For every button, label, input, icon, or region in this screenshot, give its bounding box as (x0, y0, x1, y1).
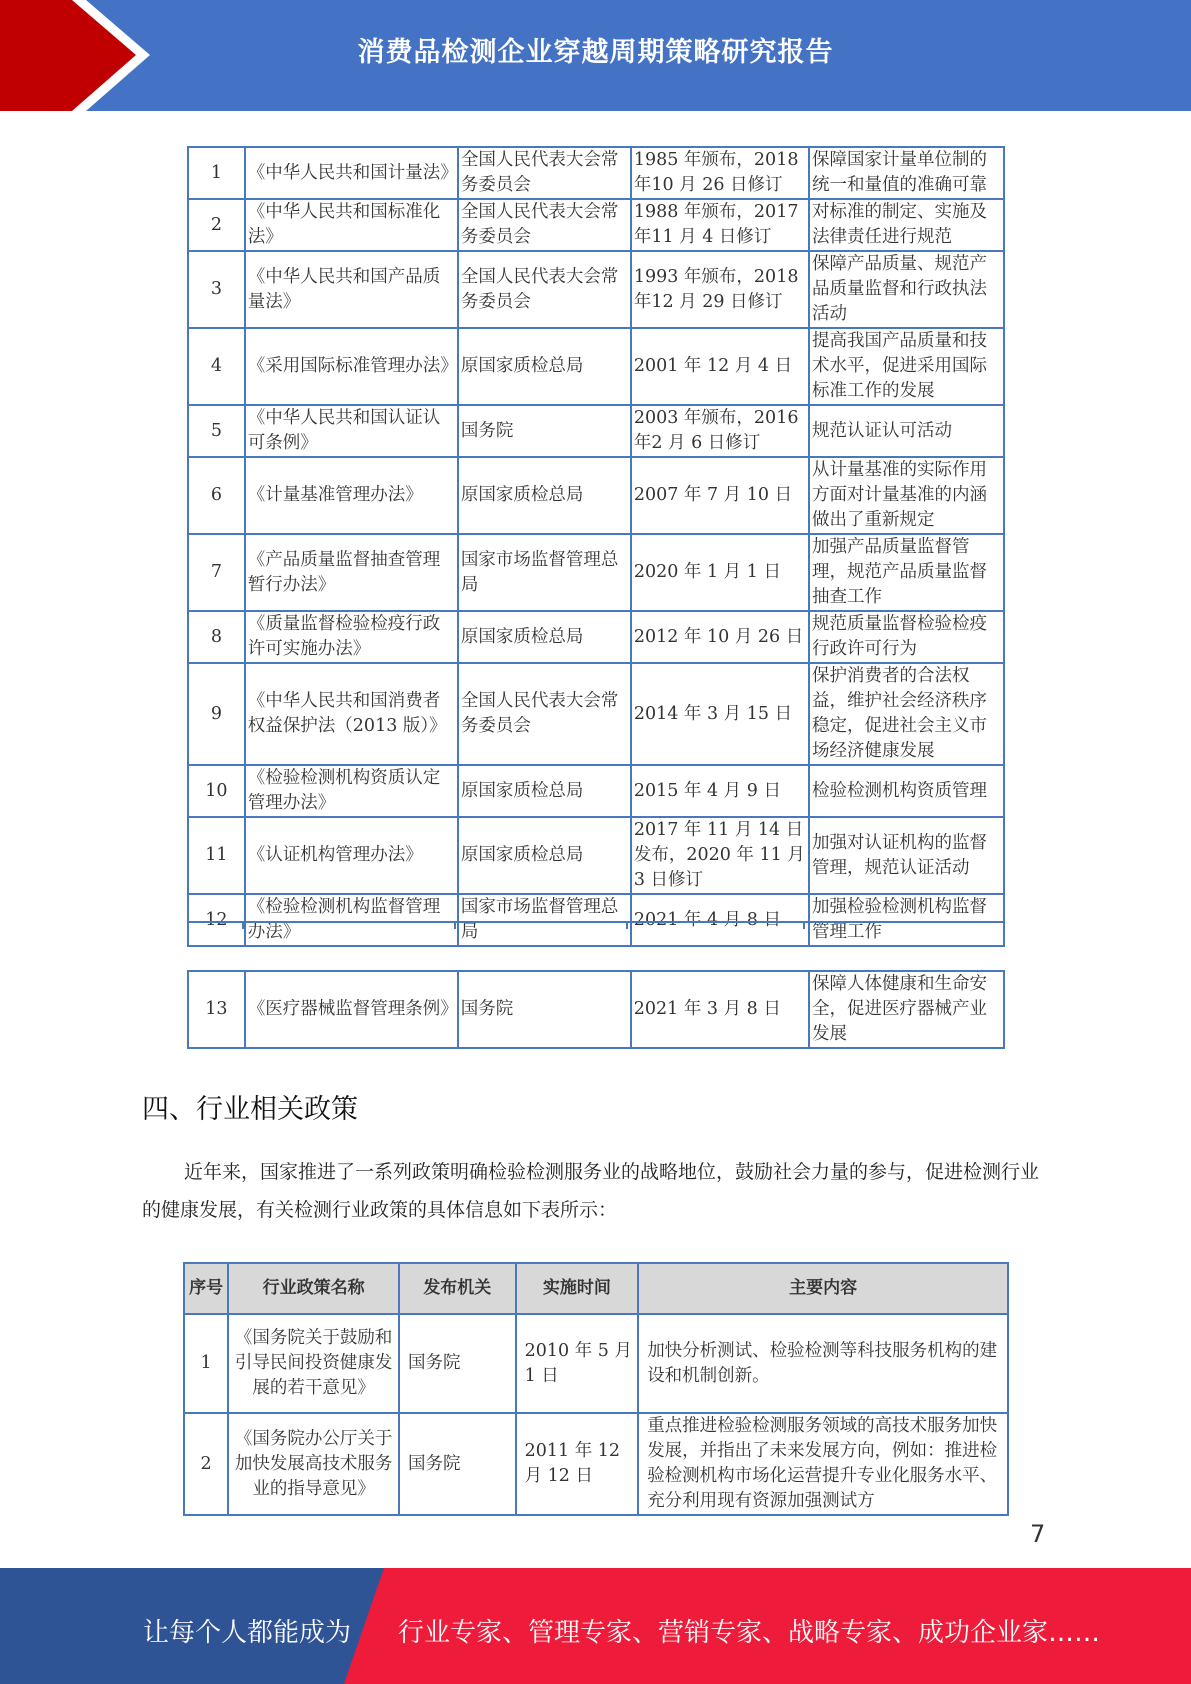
laws-table (187, 146, 1005, 947)
table-row (188, 663, 1004, 765)
row-number: 6 (188, 457, 245, 534)
table-row (188, 611, 1004, 663)
issuing-body: 国务院 (399, 1413, 516, 1515)
policy-content: 加快分析测试、检验检测等科技服务机构的建设和机制创新。 (638, 1314, 1008, 1413)
issuing-body: 全国人民代表大会常务委员会 (458, 147, 631, 199)
policy-table (183, 1262, 1009, 1516)
footer-slogan-right: 行业专家、管理专家、营销专家、战略专家、成功企业家…… (398, 1618, 1101, 1648)
header-no: 序号 (184, 1263, 228, 1314)
law-name: 《检验检测机构监督管理办法》 (245, 894, 458, 946)
header-org: 发布机关 (399, 1263, 516, 1314)
table-row (188, 328, 1004, 405)
section-heading: 四、行业相关政策 (142, 1094, 358, 1125)
row-number: 5 (188, 405, 245, 457)
law-name: 《产品质量监督抽查管理暂行办法》 (245, 534, 458, 611)
issue-date: 2003 年颁布，2016 年2 月 6 日修订 (631, 405, 809, 457)
effective-date: 2010 年 5 月 1 日 (516, 1314, 639, 1413)
law-purpose: 检验检测机构资质管理 (809, 765, 1004, 817)
law-name: 《中华人民共和国消费者权益保护法（2013 版）》 (245, 663, 458, 765)
page-header (0, 0, 1191, 111)
table-page-break (187, 921, 1005, 929)
laws-table-continued (187, 970, 1005, 1049)
row-number: 7 (188, 534, 245, 611)
law-purpose: 规范质量监督检验检疫行政许可行为 (809, 611, 1004, 663)
issue-date: 2021 年 4 月 8 日 (631, 894, 809, 946)
policy-name: 《国务院办公厅关于加快发展高技术服务业的指导意见》 (228, 1413, 399, 1515)
section-paragraph: 近年来，国家推进了一系列政策明确检验检测服务业的战略地位，鼓励社会力量的参与，促进检测行业的健康发展，有关检测行业政策的具体信息如下表所示： (142, 1161, 1040, 1221)
table-row (188, 817, 1004, 894)
header-content: 主要内容 (638, 1263, 1008, 1314)
table-row (188, 405, 1004, 457)
issuing-body: 国家市场监督管理总局 (458, 894, 631, 946)
row-number: 2 (184, 1413, 228, 1515)
report-title: 消费品检测企业穿越周期策略研究报告 (357, 37, 834, 68)
policy-table-header-row (184, 1263, 1008, 1314)
issue-date: 2007 年 7 月 10 日 (631, 457, 809, 534)
law-purpose: 保障国家计量单位制的统一和量值的准确可靠 (809, 147, 1004, 199)
policy-content: 重点推进检验检测服务领域的高技术服务加快发展，并指出了未来发展方向，例如：推进检验检测机构市场化运营提升专业化服务水平、充分利用现有资源加强测试方 (638, 1413, 1008, 1515)
issuing-body: 国务院 (458, 971, 631, 1048)
law-name: 《中华人民共和国认证认可条例》 (245, 405, 458, 457)
issuing-body: 全国人民代表大会常务委员会 (458, 199, 631, 251)
table-row (188, 147, 1004, 199)
table-row (188, 765, 1004, 817)
table-row (188, 971, 1004, 1048)
law-purpose: 加强对认证机构的监督管理，规范认证活动 (809, 817, 1004, 894)
law-name: 《中华人民共和国产品质量法》 (245, 251, 458, 328)
table-row (188, 457, 1004, 534)
table-row (188, 251, 1004, 328)
issuing-body: 原国家质检总局 (458, 328, 631, 405)
effective-date: 2011 年 12 月 12 日 (516, 1413, 639, 1515)
issuing-body: 全国人民代表大会常务委员会 (458, 663, 631, 765)
law-purpose: 对标准的制定、实施及法律责任进行规范 (809, 199, 1004, 251)
issuing-body: 原国家质检总局 (458, 457, 631, 534)
page-footer (0, 1568, 1191, 1684)
issue-date: 2012 年 10 月 26 日 (631, 611, 809, 663)
header-name: 行业政策名称 (228, 1263, 399, 1314)
law-purpose: 加强检验检测机构监督管理工作 (809, 894, 1004, 946)
law-purpose: 加强产品质量监督管理，规范产品质量监督抽查工作 (809, 534, 1004, 611)
table-row (188, 894, 1004, 946)
page-number: 7 (1030, 1520, 1046, 1548)
law-name: 《认证机构管理办法》 (245, 817, 458, 894)
table-row (184, 1314, 1008, 1413)
issue-date: 2015 年 4 月 9 日 (631, 765, 809, 817)
row-number: 4 (188, 328, 245, 405)
row-number: 9 (188, 663, 245, 765)
row-number: 3 (188, 251, 245, 328)
law-purpose: 提高我国产品质量和技术水平，促进采用国际标准工作的发展 (809, 328, 1004, 405)
row-number: 1 (188, 147, 245, 199)
table-row (188, 534, 1004, 611)
issuing-body: 原国家质检总局 (458, 817, 631, 894)
issue-date: 2020 年 1 月 1 日 (631, 534, 809, 611)
issuing-body: 国务院 (458, 405, 631, 457)
issuing-body: 原国家质检总局 (458, 765, 631, 817)
law-name: 《中华人民共和国标准化法》 (245, 199, 458, 251)
row-number: 13 (188, 971, 245, 1048)
policy-name: 《国务院关于鼓励和引导民间投资健康发展的若干意见》 (228, 1314, 399, 1413)
issuing-body: 全国人民代表大会常务委员会 (458, 251, 631, 328)
row-number: 2 (188, 199, 245, 251)
issuing-body: 原国家质检总局 (458, 611, 631, 663)
row-number: 12 (188, 894, 245, 946)
law-name: 《中华人民共和国计量法》 (245, 147, 458, 199)
law-name: 《质量监督检验检疫行政许可实施办法》 (245, 611, 458, 663)
law-purpose: 规范认证认可活动 (809, 405, 1004, 457)
table-row (188, 199, 1004, 251)
header-date: 实施时间 (516, 1263, 639, 1314)
law-name: 《采用国际标准管理办法》 (245, 328, 458, 405)
issue-date: 1985 年颁布，2018 年10 月 26 日修订 (631, 147, 809, 199)
law-name: 《计量基准管理办法》 (245, 457, 458, 534)
law-purpose: 保障人体健康和生命安全，促进医疗器械产业发展 (809, 971, 1004, 1048)
row-number: 10 (188, 765, 245, 817)
footer-slogan-left: 让每个人都能成为 (143, 1618, 352, 1648)
issue-date: 2001 年 12 月 4 日 (631, 328, 809, 405)
issue-date: 1988 年颁布，2017 年11 月 4 日修订 (631, 199, 809, 251)
law-purpose: 保障产品质量、规范产品质量监督和行政执法活动 (809, 251, 1004, 328)
issuing-body: 国务院 (399, 1314, 516, 1413)
table-row (184, 1413, 1008, 1515)
law-purpose: 从计量基准的实际作用方面对计量基准的内涵做出了重新规定 (809, 457, 1004, 534)
row-number: 11 (188, 817, 245, 894)
law-purpose: 保护消费者的合法权益，维护社会经济秩序稳定，促进社会主义市场经济健康发展 (809, 663, 1004, 765)
row-number: 1 (184, 1314, 228, 1413)
issue-date: 2014 年 3 月 15 日 (631, 663, 809, 765)
issue-date: 2021 年 3 月 8 日 (631, 971, 809, 1048)
issue-date: 1993 年颁布，2018 年12 月 29 日修订 (631, 251, 809, 328)
law-name: 《检验检测机构资质认定管理办法》 (245, 765, 458, 817)
issue-date: 2017 年 11 月 14 日发布，2020 年 11 月 3 日修订 (631, 817, 809, 894)
row-number: 8 (188, 611, 245, 663)
issuing-body: 国家市场监督管理总局 (458, 534, 631, 611)
law-name: 《医疗器械监督管理条例》 (245, 971, 458, 1048)
